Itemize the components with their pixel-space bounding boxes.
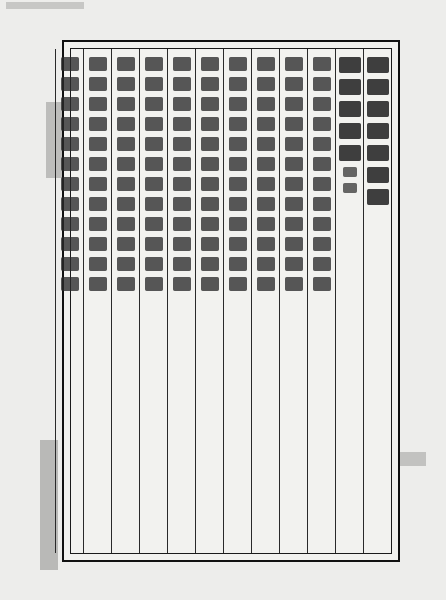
text-glyph [257,237,275,251]
text-glyph [313,97,331,111]
title-glyph [367,57,389,73]
text-glyph [61,257,79,271]
text-column [279,49,307,553]
text-glyph [229,137,247,151]
chapter-glyph [339,57,361,73]
text-glyph [285,137,303,151]
text-glyph [285,77,303,91]
text-glyph [173,177,191,191]
text-glyph [145,197,163,211]
text-glyph [117,137,135,151]
text-glyph [61,277,79,291]
text-glyph [285,57,303,71]
text-glyph [201,77,219,91]
text-column [111,49,139,553]
text-glyph [313,237,331,251]
text-glyph [117,117,135,131]
text-glyph [117,177,135,191]
text-glyph [285,117,303,131]
text-glyph [89,237,107,251]
text-glyph [145,237,163,251]
text-glyph [61,157,79,171]
text-glyph [61,217,79,231]
text-glyph [201,237,219,251]
text-glyph [313,177,331,191]
text-glyph [173,77,191,91]
text-glyph [313,137,331,151]
text-glyph [285,197,303,211]
text-glyph [285,217,303,231]
top-watermark [6,2,84,9]
text-glyph [173,137,191,151]
text-glyph [285,237,303,251]
text-glyph [145,137,163,151]
text-column [167,49,195,553]
text-column [307,49,335,553]
text-glyph [117,197,135,211]
text-glyph [313,77,331,91]
text-glyph [229,57,247,71]
text-glyph [257,177,275,191]
text-column [223,49,251,553]
text-glyph [201,257,219,271]
text-glyph [201,277,219,291]
title-glyph [367,145,389,161]
text-glyph [117,217,135,231]
text-glyph [313,277,331,291]
text-glyph [201,57,219,71]
text-glyph [229,117,247,131]
text-glyph [229,97,247,111]
text-glyph [145,257,163,271]
text-glyph [257,77,275,91]
text-column [251,49,279,553]
text-glyph [229,277,247,291]
text-glyph [229,237,247,251]
title-glyph [367,123,389,139]
text-glyph [61,177,79,191]
text-glyph [61,137,79,151]
text-glyph [89,117,107,131]
text-column [195,49,223,553]
text-glyph [61,77,79,91]
text-glyph [285,277,303,291]
text-glyph [285,157,303,171]
text-glyph [145,57,163,71]
text-glyph [257,197,275,211]
text-glyph [61,57,79,71]
text-glyph [313,157,331,171]
text-glyph [61,97,79,111]
text-glyph [201,117,219,131]
text-glyph [229,177,247,191]
text-glyph [257,117,275,131]
text-glyph [117,157,135,171]
text-glyph [145,217,163,231]
text-column [335,49,363,553]
text-glyph [145,277,163,291]
text-glyph [145,97,163,111]
title-glyph [367,101,389,117]
text-glyph [313,57,331,71]
text-column [363,49,391,553]
text-glyph [173,257,191,271]
text-glyph [61,197,79,211]
text-glyph [61,117,79,131]
text-glyph [257,137,275,151]
text-glyph [173,57,191,71]
text-glyph [173,97,191,111]
text-glyph [173,197,191,211]
text-glyph [285,257,303,271]
text-glyph [145,157,163,171]
text-glyph [313,217,331,231]
text-glyph [117,77,135,91]
text-glyph [201,137,219,151]
text-glyph [173,277,191,291]
text-glyph [201,197,219,211]
text-glyph [145,77,163,91]
manuscript-frame [70,48,392,554]
text-column [139,49,167,553]
text-glyph [173,217,191,231]
text-glyph [117,57,135,71]
text-glyph [89,257,107,271]
text-glyph [89,137,107,151]
text-glyph [229,77,247,91]
text-glyph [89,217,107,231]
text-glyph [201,97,219,111]
text-glyph [343,167,357,177]
text-glyph [229,257,247,271]
text-glyph [89,197,107,211]
text-column [55,49,83,553]
text-glyph [229,197,247,211]
text-column [83,49,111,553]
text-glyph [173,117,191,131]
text-glyph [229,217,247,231]
text-glyph [229,157,247,171]
title-glyph [367,189,389,205]
chapter-glyph [339,101,361,117]
title-glyph [367,167,389,183]
text-glyph [89,97,107,111]
chapter-glyph [339,145,361,161]
text-glyph [201,177,219,191]
text-glyph [313,257,331,271]
text-glyph [145,177,163,191]
text-glyph [145,117,163,131]
text-glyph [313,197,331,211]
text-glyph [117,257,135,271]
text-glyph [257,257,275,271]
text-glyph [61,237,79,251]
chapter-glyph [339,79,361,95]
text-glyph [257,277,275,291]
text-glyph [117,97,135,111]
chapter-glyph [339,123,361,139]
text-glyph [89,77,107,91]
text-glyph [89,277,107,291]
text-glyph [285,177,303,191]
text-glyph [173,237,191,251]
text-glyph [257,57,275,71]
text-glyph [343,183,357,193]
title-glyph [367,79,389,95]
text-glyph [201,157,219,171]
text-glyph [201,217,219,231]
text-glyph [117,237,135,251]
text-glyph [313,117,331,131]
text-glyph [285,97,303,111]
text-glyph [257,217,275,231]
text-glyph [173,157,191,171]
text-glyph [89,177,107,191]
manuscript-sheet [62,40,400,562]
text-glyph [89,57,107,71]
text-glyph [257,97,275,111]
text-glyph [89,157,107,171]
text-glyph [257,157,275,171]
text-glyph [117,277,135,291]
